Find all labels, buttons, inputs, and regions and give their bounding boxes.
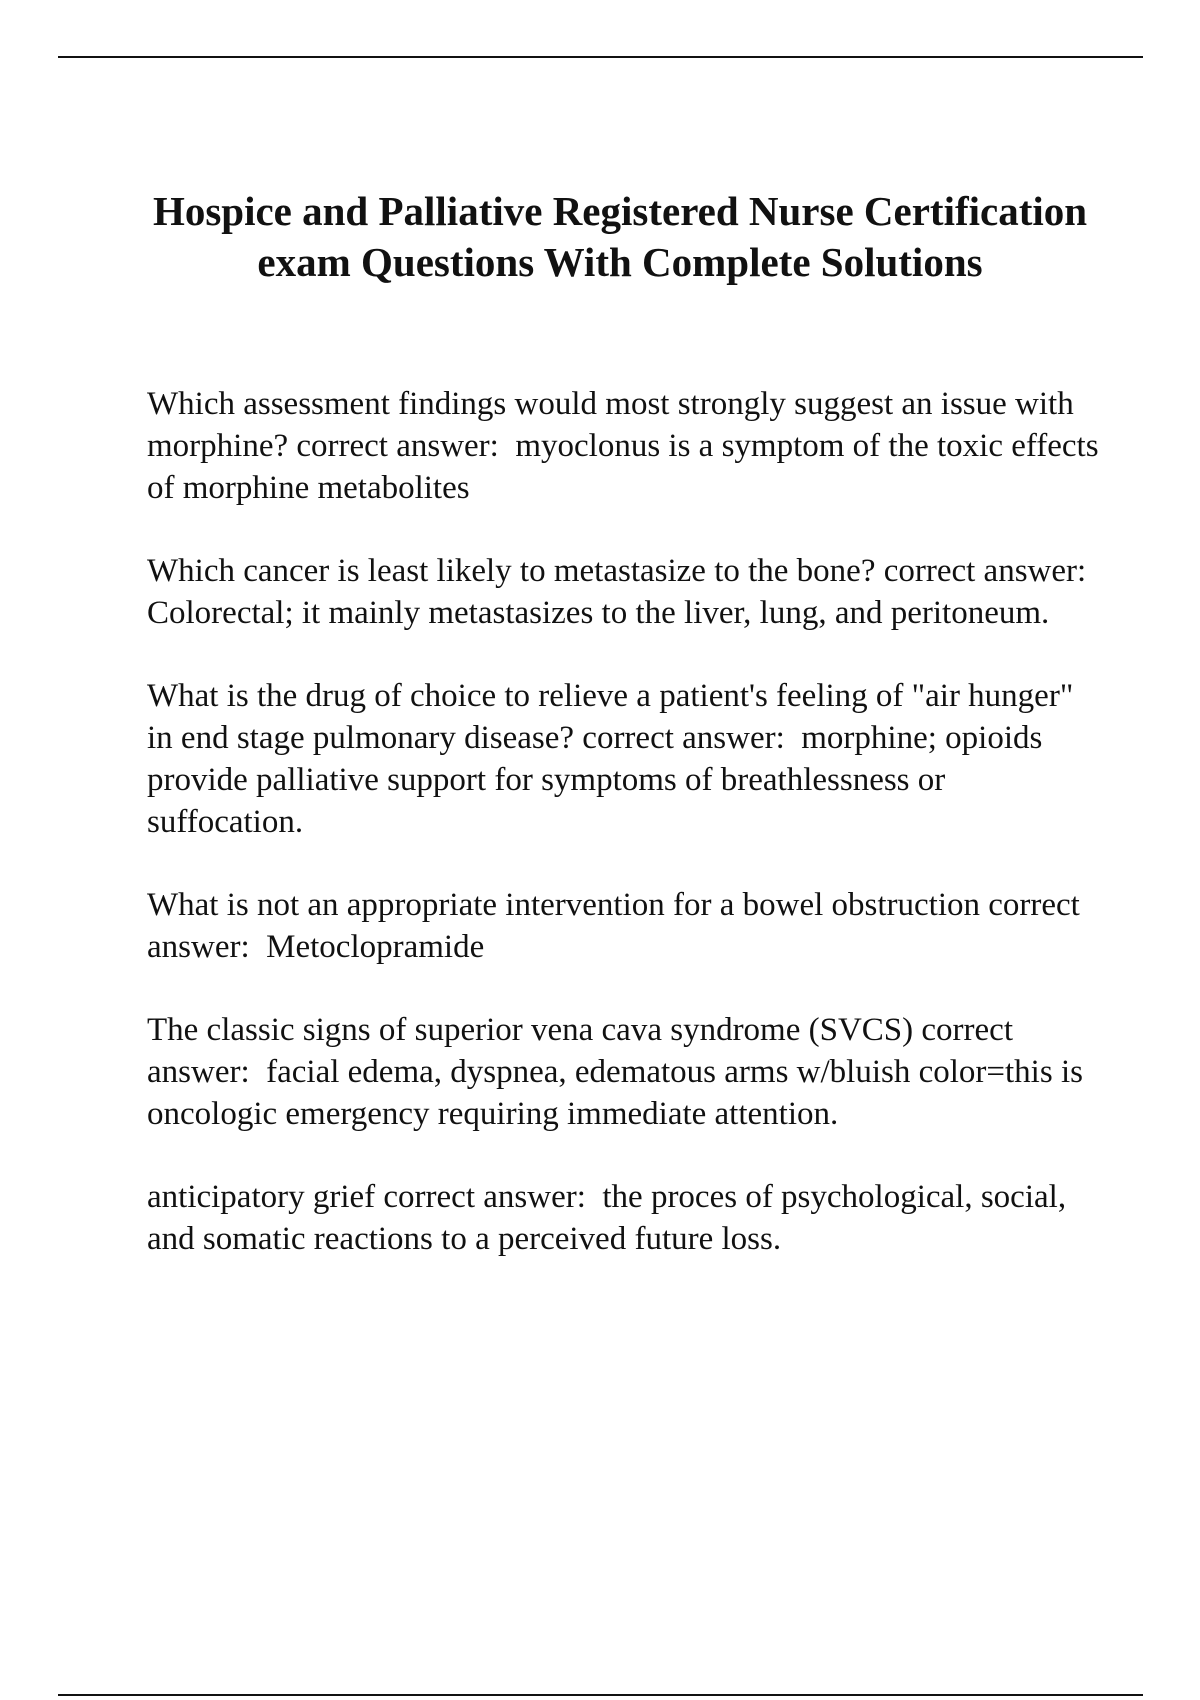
answer-text: myoclonus is a symptom of the toxic effects of morphine metabolites [147,428,1107,506]
answer-label: correct answer: [147,1012,1022,1090]
question-text: The classic signs of superior vena cava syndrome (SVCS) [147,1012,914,1048]
answer-label: correct answer: [582,720,785,756]
qa-item [147,1176,1107,1260]
answer-text: the proces of psychological, social, and somatic reactions to a perceived future loss. [147,1179,1075,1257]
answer-text: facial edema, dyspnea, edematous arms w/bluish color=this is oncologic emergency requiring immediate attention. [147,1054,1092,1132]
question-text: What is not an appropriate intervention for a bowel obstruction [147,887,981,923]
answer-label: correct answer: [883,553,1087,589]
answer-label: correct answer: [296,428,499,464]
qa-list [147,383,1107,1301]
question-text: Which assessment findings would most strongly suggest an issue with morphine? [147,386,1082,464]
qa-item [147,383,1107,509]
answer-label: correct answer: [383,1179,586,1215]
question-text: anticipatory grief [147,1179,376,1215]
bottom-divider [58,1694,1143,1696]
qa-item [147,550,1107,634]
document-title: Hospice and Palliative Registered Nurse Certification exam Questions With Complete Solutions [152,188,1088,285]
answer-text: morphine; opioids provide palliative support for symptoms of breathlessness or suffocation. [147,720,1051,840]
qa-item [147,1009,1107,1135]
top-divider [58,56,1143,58]
qa-item [147,675,1107,843]
answer-label: correct answer: [147,887,1089,965]
question-text: What is the drug of choice to relieve a patient's feeling of "air hunger" in end stage pulmonary disease? [147,678,1082,756]
question-text: Which cancer is least likely to metastasize to the bone? [147,553,876,589]
answer-text: Colorectal; it mainly metastasizes to the liver, lung, and peritoneum. [147,595,1050,631]
qa-item [147,884,1107,968]
answer-text: Metoclopramide [266,929,485,965]
